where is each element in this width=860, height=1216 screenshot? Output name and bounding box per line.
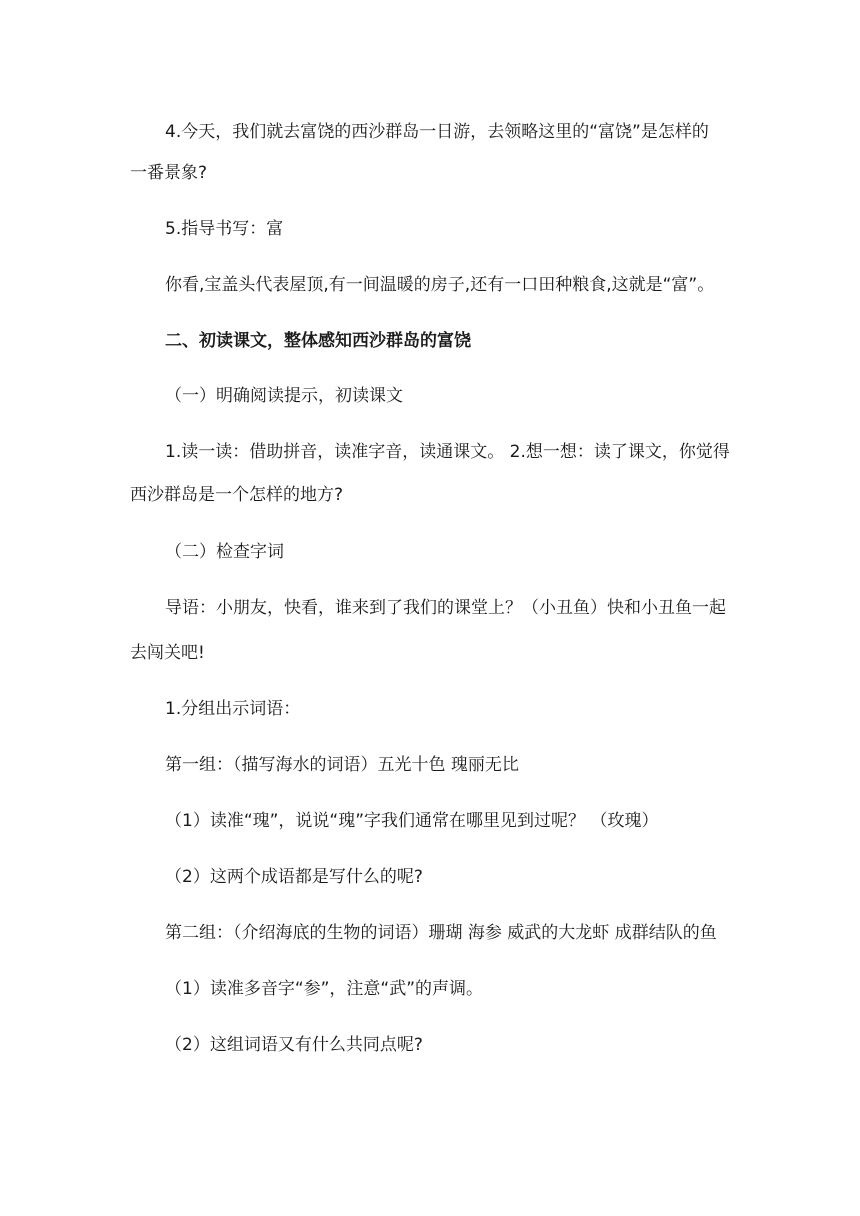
- section-heading: 二、初读课文，整体感知西沙群岛的富饶: [165, 331, 471, 351]
- paragraph-line-2: 一番景象?: [130, 163, 208, 183]
- paragraph-line-9: 1.分组出示词语：: [165, 699, 301, 719]
- paragraph-line-4: 你看,宝盖头代表屋顶,有一间温暖的房子,还有一口田种粮食,这就是“富”。: [165, 275, 715, 295]
- paragraph-line-12: （2）这两个成语都是写什么的呢?: [165, 867, 423, 887]
- paragraph-line-10: 第一组：（描写海水的词语）五光十色 瑰丽无比: [165, 755, 519, 775]
- paragraph-line-1: 4.今天，我们就去富饶的西沙群岛一日游，去领略这里的“富饶”是怎样的: [165, 122, 709, 142]
- subsection-heading-1: （一）明确阅读提示，初读课文: [165, 386, 403, 406]
- subsection-heading-2: （二）检查字词: [165, 542, 284, 562]
- paragraph-line-14: （1）读准多音字“参”，注意“武”的声调。: [165, 979, 484, 999]
- paragraph-line-3: 5.指导书写：富: [165, 219, 284, 239]
- paragraph-line-8: 去闯关吧!: [130, 643, 205, 663]
- paragraph-line-5: 1.读一读：借助拼音，读准字音，读通课文。 2.想一想：读了课文，你觉得: [165, 442, 730, 462]
- paragraph-line-6: 西沙群岛是一个怎样的地方?: [130, 485, 344, 505]
- paragraph-line-15: （2）这组词语又有什么共同点呢?: [165, 1035, 423, 1055]
- paragraph-line-11: （1）读准“瑰”，说说“瑰”字我们通常在哪里见到过呢？ （玫瑰）: [165, 811, 659, 831]
- paragraph-line-7: 导语：小朋友，快看，谁来到了我们的课堂上？（小丑鱼）快和小丑鱼一起: [165, 598, 726, 618]
- paragraph-line-13: 第二组：（介绍海底的生物的词语）珊瑚 海参 威武的大龙虾 成群结队的鱼: [165, 923, 717, 943]
